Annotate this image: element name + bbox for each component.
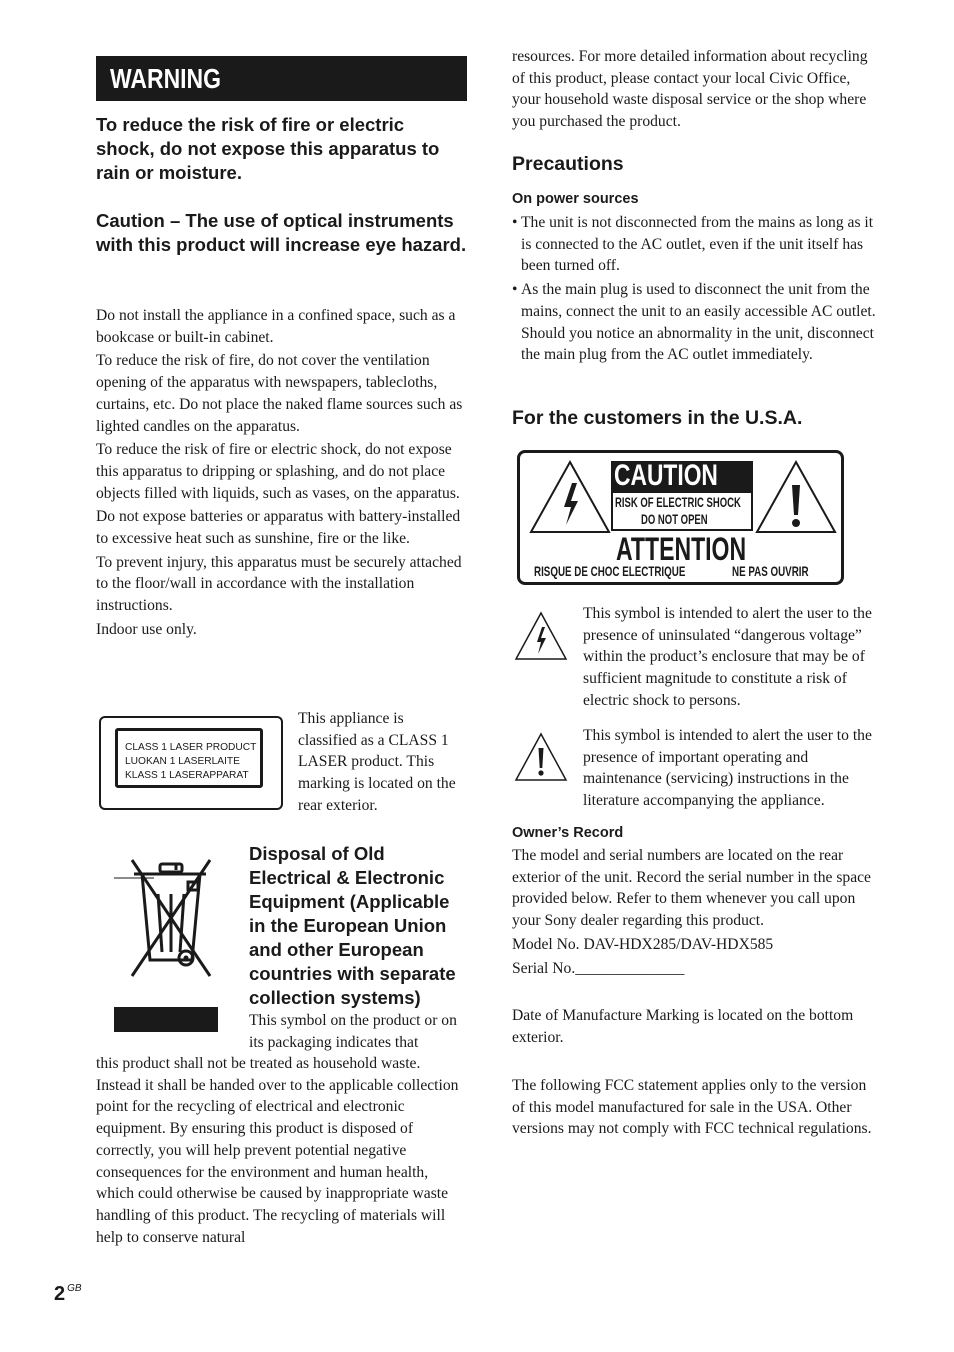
warning-heading: WARNING <box>96 56 467 101</box>
owners-record-heading: Owner’s Record <box>512 825 624 841</box>
exclamation-symbol-icon <box>514 732 568 782</box>
serial-number: Serial No.______________ <box>512 960 685 977</box>
risk-box <box>611 491 753 531</box>
disposal-text-continued: resources. For more detailed information about recycling of this product, please contact your local Civic Office, your household waste disposal service or the shop where you purchased the product. <box>512 48 868 131</box>
power-bullets <box>512 212 882 366</box>
lightning-symbol-text: This symbol is intended to alert the user to the presence of uninsulated “dangerous voltage” within the product’s enclosure that may be of sufficient magnitude to constitute a risk of electric shock to persons. <box>583 605 872 709</box>
model-number: Model No. DAV-HDX285/DAV-HDX585 <box>512 936 774 953</box>
page-suffix: GB <box>67 1283 82 1294</box>
do-not-open-text: DO NOT OPEN <box>641 511 708 527</box>
attention-word: ATTENTION <box>616 531 747 567</box>
power-sources-heading: On power sources <box>512 191 639 207</box>
caution-label <box>517 450 844 585</box>
disposal-text-side: This symbol on the product or on its packaging indicates that <box>249 1012 457 1051</box>
owners-record-text: The model and serial numbers are located on the rear exterior of the unit. Record the serial number in the space provided below. Refer to them whenever you call upon your Sony dealer regarding this product. <box>512 847 871 930</box>
disposal-heading: Disposal of Old Electrical & Electronic Equipment (Applicable in the European Union and other European countries with separate collection systems) <box>249 843 456 1008</box>
optical-caution: Caution – The use of optical instruments with this product will increase eye hazard. <box>96 210 467 255</box>
manufacture-date-text: Date of Manufacture Marking is located on the bottom exterior. <box>512 1007 854 1046</box>
laser-label-line: CLASS 1 LASER PRODUCT <box>125 742 257 753</box>
list-item: • As the main plug is used to disconnect the unit from the mains, connect the unit to an easily accessible AC outlet. Should you notice an abnormality in the unit, disconnect the main plug from the AC outlet immediately. <box>512 279 882 366</box>
laser-class-label <box>99 716 283 810</box>
disposal-text: this product shall not be treated as household waste. Instead it shall be handed over to the applicable collection point for the recycling of electrical and electronic equipment. By ensuring this product is disposed of correctly, you will help prevent potential negative consequences for the environment and human health, which could otherwise be caused by inappropriate waste handling of this product. The recycling of materials will help to conserve natural <box>96 1055 459 1246</box>
fcc-text: The following FCC statement applies only to the version of this model manufactured for sale in the USA. Other versions may not comply with FCC technical regulations. <box>512 1077 872 1138</box>
laser-label-line: KLASS 1 LASERAPPARAT <box>125 770 249 781</box>
risk-text: RISK OF ELECTRIC SHOCK <box>615 494 741 510</box>
page-number-value: 2 <box>54 1283 66 1305</box>
caution-word: CAUTION <box>614 461 718 491</box>
paragraph: To reduce the risk of fire or electric shock, do not expose this apparatus to dripping or splashing, and do not place objects filled with liquids, such as vases, on the apparatus. <box>96 441 460 502</box>
page-number <box>54 1283 82 1306</box>
fire-shock-warning: To reduce the risk of fire or electric shock, do not expose this apparatus to rain or moisture. <box>96 114 440 183</box>
exclamation-symbol-text: This symbol is intended to alert the user to the presence of important operating and maintenance (servicing) instructions in the literature accompanying the appliance. <box>583 727 872 810</box>
paragraph: To reduce the risk of fire, do not cover the ventilation opening of the apparatus with newspapers, tablecloths, curtains, etc. Do not place the naked flame sources such as lighted candles on the apparatus. <box>96 352 463 435</box>
laser-label-line: LUOKAN 1 LASERLAITE <box>125 756 240 767</box>
paragraph: Indoor use only. <box>96 620 197 638</box>
exclamation-warning-icon <box>754 459 838 535</box>
precautions-heading: Precautions <box>512 153 624 175</box>
laser-description: This appliance is classified as a CLASS 1 LASER product. This marking is located on the rear exterior. <box>298 710 456 814</box>
list-item: • The unit is not disconnected from the mains as long as it is connected to the AC outlet, even if the unit itself has been turned off. <box>512 212 882 277</box>
lightning-symbol-icon <box>514 611 568 661</box>
paragraph: Do not expose batteries or apparatus with battery-installed to excessive heat such as sunshine, fire or the like. <box>96 508 461 548</box>
caution-banner <box>611 461 753 491</box>
risque-text: RISQUE DE CHOC ELECTRIQUE <box>534 563 686 579</box>
lightning-warning-icon <box>528 459 612 535</box>
paragraph: Do not install the appliance in a confined space, such as a bookcase or built-in cabinet. <box>96 307 456 346</box>
usa-heading: For the customers in the U.S.A. <box>512 407 803 429</box>
crossed-out-bin-icon <box>106 850 224 1040</box>
paragraph: To prevent injury, this apparatus must be securely attached to the floor/wall in accordance with the installation instructions. <box>96 553 462 615</box>
ne-pas-ouvrir-text: NE PAS OUVRIR <box>732 563 809 579</box>
safety-paragraphs <box>96 305 467 641</box>
